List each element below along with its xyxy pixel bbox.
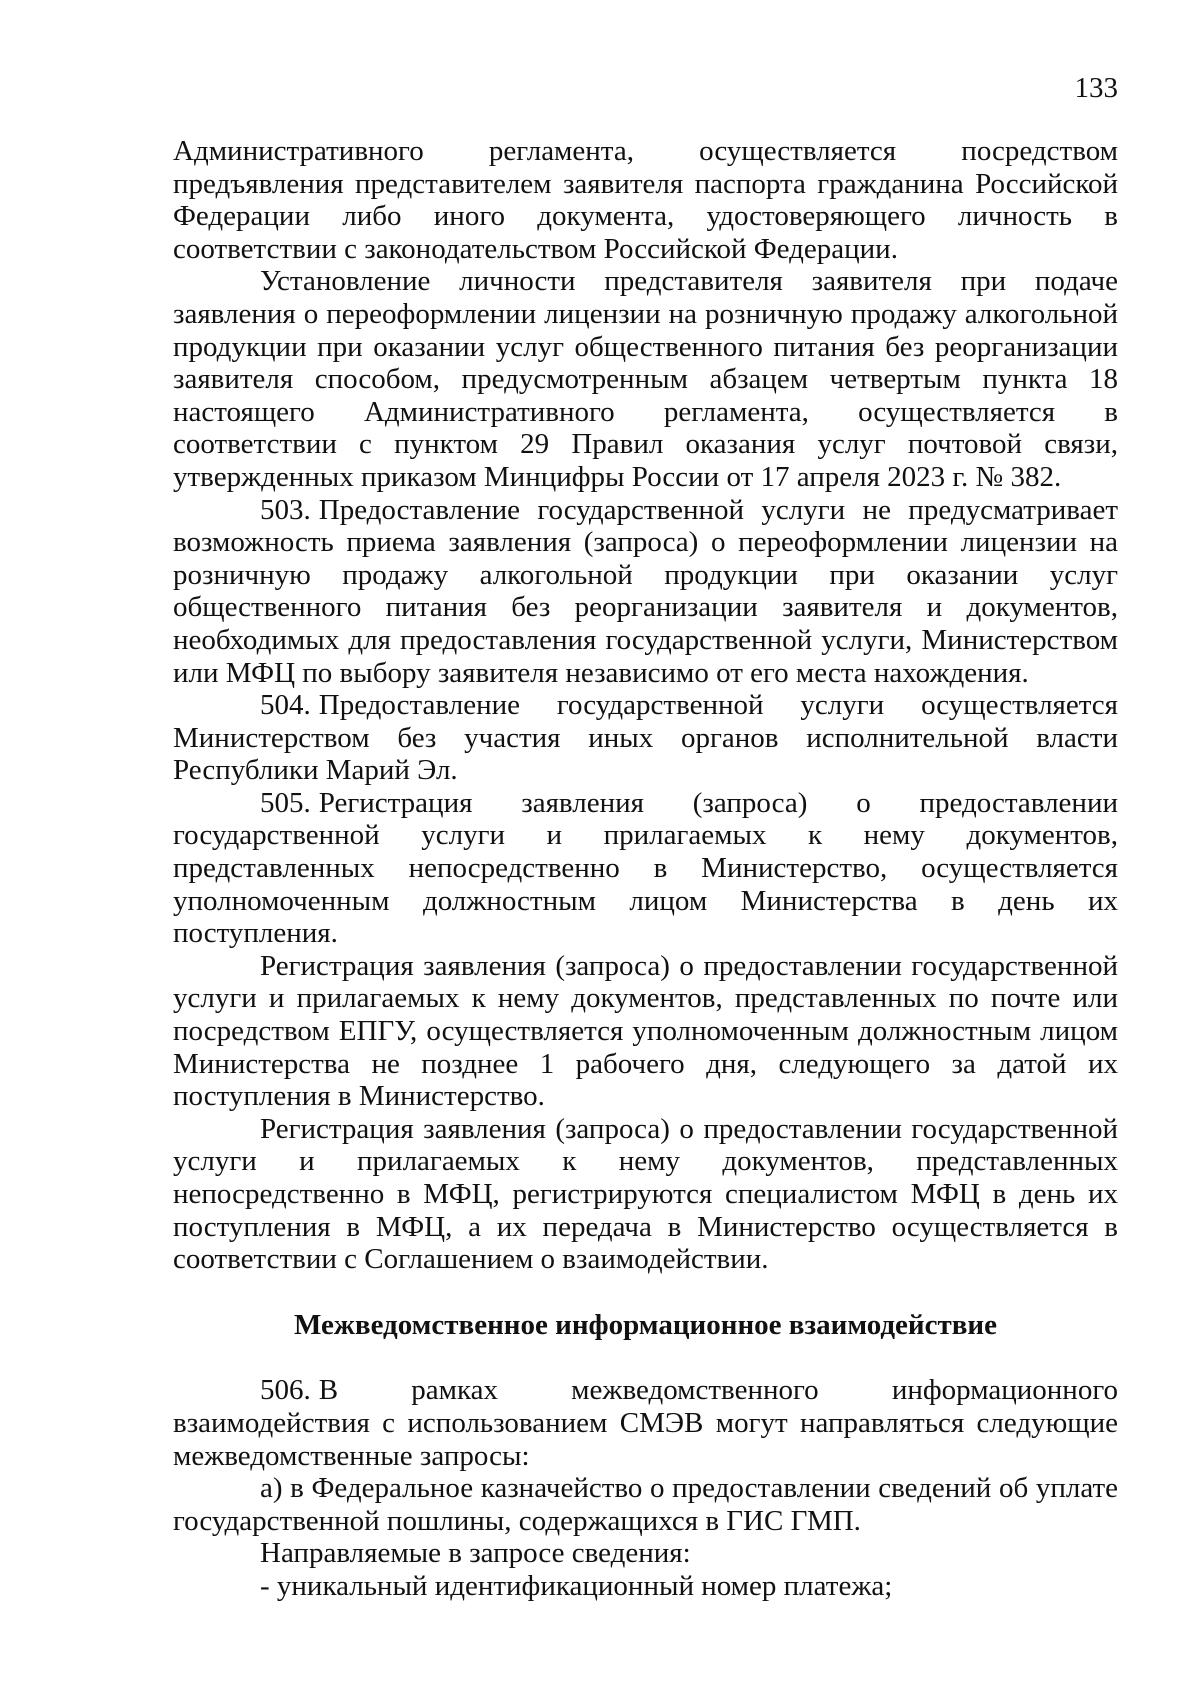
page-number: 133 bbox=[1074, 72, 1118, 104]
item-505-number: 505. bbox=[260, 786, 311, 819]
paragraph-registration-mail: Регистрация заявления (запроса) о предоставлении государственной услуги и прилагаемых к нему документов, представленных по почте или посредством ЕПГУ, осуществляется уполномоченным должностным лицом Министерства не позднее 1 рабочего дня, следующего за датой их поступления в Министерство. bbox=[173, 949, 1118, 1113]
item-503-text: Предоставление государственной услуги не предусматривает возможность приема заявления (запроса) о переоформлении лицензии на розничную продажу алкогольной продукции при оказании услуг общественного питания без реорганизации заявителя и документов, необходимых для предоставления государственной услуги, Министерством или МФЦ по выбору заявителя независимо от его места нахождения. bbox=[173, 493, 1118, 689]
item-506-text: В рамках межведомственного информационного взаимодействия с использованием СМЭВ могут направляться следующие межведомственные запросы: bbox=[173, 1374, 1118, 1472]
subitem-a: а) в Федеральное казначейство о предоставлении сведений об уплате государственной пошлины, содержащихся в ГИС ГМП. bbox=[173, 1472, 1118, 1537]
paragraph-identity-verification: Установление личности представителя заявителя при подаче заявления о переоформлении лицензии на розничную продажу алкогольной продукции при оказании услуг общественного питания без реорганизации заявителя способом, предусмотренным абзацем четвертым пункта 18 настоящего Административного регламента, осуществляется в соответствии с пунктом 29 Правил оказания услуг почтовой связи, утвержденных приказом Минцифры России от 17 апреля 2023 г. № 382. bbox=[173, 265, 1118, 493]
item-506-number: 506. bbox=[260, 1374, 311, 1407]
item-506 bbox=[173, 1374, 1118, 1472]
paragraph-continuation: Административного регламента, осуществляется посредством предъявления представителем заявителя паспорта гражданина Российской Федерации либо иного документа, удостоверяющего личность в соответствии с законодательством Российской Федерации. bbox=[173, 135, 1118, 265]
item-505-text: Регистрация заявления (запроса) о предоставлении государственной услуги и прилагаемых к нему документов, представленных непосредственно в Министерство, осуществляется уполномоченным должностным лицом Министерства в день их поступления. bbox=[173, 786, 1118, 950]
item-504-number: 504. bbox=[260, 689, 311, 722]
section-heading: Межведомственное информационное взаимодействие bbox=[294, 1308, 997, 1341]
bullet-payment-id: - уникальный идентификационный номер платежа; bbox=[260, 1569, 893, 1602]
item-503-number: 503. bbox=[260, 493, 311, 526]
paragraph-registration-mfc: Регистрация заявления (запроса) о предоставлении государственной услуги и прилагаемых к нему документов, представленных непосредственно в МФЦ, регистрируются специалистом МФЦ в день их поступления в МФЦ, а их передача в Министерство осуществляется в соответствии с Соглашением о взаимодействии. bbox=[173, 1112, 1118, 1276]
sent-info-label: Направляемые в запросе сведения: bbox=[260, 1537, 691, 1570]
item-503 bbox=[173, 494, 1118, 690]
item-504 bbox=[173, 689, 1118, 787]
document-body bbox=[173, 135, 1118, 1603]
item-504-text: Предоставление государственной услуги осуществляется Министерством без участия иных органов исполнительной власти Республики Марий Эл. bbox=[173, 689, 1118, 787]
item-505 bbox=[173, 787, 1118, 950]
